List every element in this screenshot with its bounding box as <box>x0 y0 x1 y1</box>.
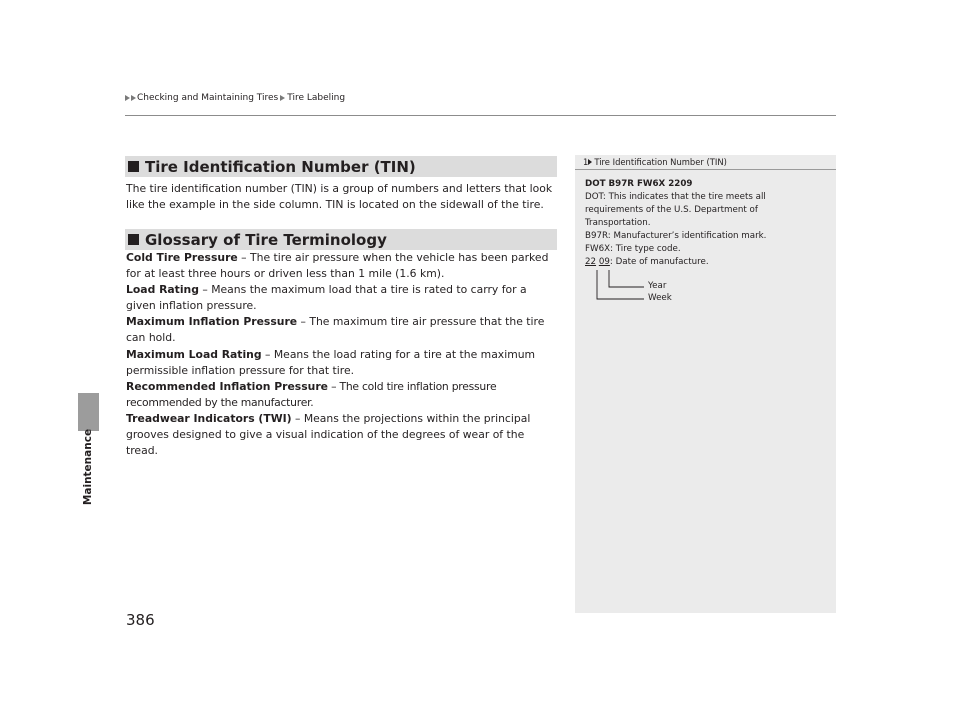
page-number: 386 <box>126 611 155 629</box>
glossary-list <box>126 250 558 459</box>
tin-paragraph: The tire identification number (TIN) is a group of numbers and letters that look like the example in the side column. TIN is located on the sidewall of the tire. <box>126 182 553 212</box>
glossary-term: Maximum Inflation Pressure <box>126 315 298 329</box>
glossary-definition: – The tire air pressure when the vehicle has been parked for at least three hours or driven less than 1 mile (1.6 km). <box>126 251 549 281</box>
section-heading-text: Tire Identification Number (TIN) <box>145 157 416 176</box>
chapter-label: Maintenance <box>82 428 94 506</box>
legend-week: Week <box>648 293 672 303</box>
glossary-term: Cold Tire Pressure <box>126 251 238 264</box>
year-connector <box>609 270 644 287</box>
header-divider <box>125 115 836 116</box>
glossary-term: Maximum Load Rating <box>126 347 262 361</box>
date-year-code: 22 <box>585 257 597 267</box>
tin-explanation-line: Transportation. <box>585 218 651 228</box>
tin-explanation-line: FW6X: Tire type code. <box>585 244 681 254</box>
section-heading-glossary <box>125 229 557 250</box>
date-week-code: 09 <box>598 257 610 267</box>
tin-explanation-line: B97R: Manufacturer’s identification mark. <box>585 231 767 241</box>
side-column-divider <box>575 169 836 170</box>
breadcrumb-arrow-icon <box>131 95 136 101</box>
glossary-entry <box>126 314 558 346</box>
side-column-title-text: Tire Identification Number (TIN) <box>594 157 727 167</box>
square-bullet-icon <box>128 161 139 172</box>
date-of-manufacture-text: : Date of manufacture. <box>609 257 709 267</box>
side-column-title <box>583 157 727 167</box>
glossary-entry <box>126 411 558 459</box>
glossary-entry <box>126 250 558 282</box>
tin-explanation-line: requirements of the U.S. Department of <box>585 205 758 215</box>
section-heading-text: Glossary of Tire Terminology <box>145 230 387 249</box>
breadcrumb <box>125 93 345 103</box>
date-of-manufacture-line <box>585 256 830 269</box>
glossary-definition: – Means the load rating for a tire at the maximum permissible inflation pressure for that tire. <box>126 347 536 377</box>
legend-year: Year <box>648 281 667 291</box>
date-code-bracket <box>590 270 650 304</box>
glossary-term: Load Rating <box>126 283 199 297</box>
glossary-definition: – Means the maximum load that a tire is rated to carry for a given inflation pressure. <box>126 283 527 313</box>
square-bullet-icon <box>128 234 139 245</box>
glossary-entry <box>126 379 558 411</box>
glossary-entry <box>126 282 558 314</box>
breadcrumb-arrow-icon <box>125 95 130 101</box>
glossary-entry <box>126 347 558 379</box>
reference-number: 1 <box>583 157 589 167</box>
section-heading-tin <box>125 156 557 177</box>
reference-arrow-icon <box>588 159 592 165</box>
breadcrumb-arrow-icon <box>280 95 285 101</box>
glossary-term: Treadwear Indicators (TWI) <box>126 411 292 425</box>
tin-code: DOT B97R FW6X 2209 <box>585 179 693 189</box>
chapter-tab <box>78 393 99 431</box>
week-connector <box>597 270 644 299</box>
tin-explanation <box>585 178 830 269</box>
glossary-definition: – The cold tire inflation pressure recommended by the manufacturer. <box>126 379 497 409</box>
breadcrumb-item-tires[interactable]: Checking and Maintaining Tires <box>137 93 279 103</box>
breadcrumb-item-tire-labeling[interactable]: Tire Labeling <box>287 93 346 103</box>
glossary-term: Recommended Inflation Pressure <box>126 379 328 393</box>
tin-explanation-line: DOT: This indicates that the tire meets all <box>585 192 766 202</box>
glossary-definition: – Means the projections within the principal grooves designed to give a visual indication of the degrees of wear of the tread. <box>126 411 531 458</box>
glossary-definition: – The maximum tire air pressure that the tire can hold. <box>126 315 545 345</box>
